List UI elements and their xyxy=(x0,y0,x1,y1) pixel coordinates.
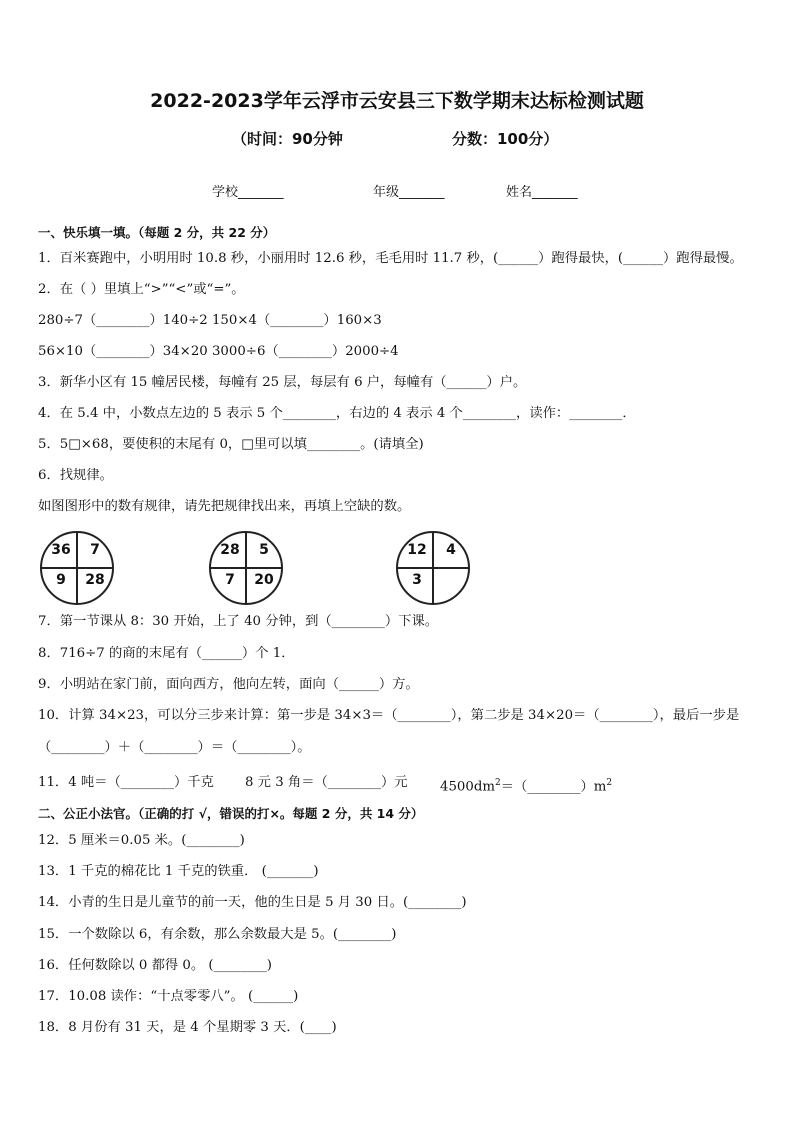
question-8: 8．716÷7 的商的末尾有（______）个 1． xyxy=(38,646,295,661)
question-9: 9．小明站在家门前，面向西方，他向左转，面向（______）方。 xyxy=(38,677,419,692)
question-2: 2．在（ ）里填上“>”“<”或“=”。 xyxy=(38,282,245,297)
question-5: 5．5□×68，要使积的末尾有 0，□里可以填________。(请填全) xyxy=(38,437,424,452)
circle-number: 28 xyxy=(220,542,240,558)
question-2-row2: 56×10（________）34×20 3000÷6（________）2000÷4 xyxy=(38,344,399,359)
pattern-circle-3 xyxy=(396,531,470,605)
pattern-circle-1 xyxy=(40,531,114,605)
circle-number: 12 xyxy=(407,542,427,558)
superscript: 2 xyxy=(494,778,501,788)
question-1: 1．百米赛跑中，小明用时 10.8 秒，小丽用时 12.6 秒，毛毛用时 11.7 秒，(______）跑得最快，(______）跑得最慢。 xyxy=(38,251,743,266)
circle-number: 36 xyxy=(51,542,71,558)
section2-heading: 二、公正小法官。（正确的打 √，错误的打×。每题 2 分，共 14 分） xyxy=(38,806,424,821)
circle-number: 20 xyxy=(254,572,274,588)
question-3: 3．新华小区有 15 幢居民楼，每幢有 25 层，每层有 6 户，每幢有（______）户。 xyxy=(38,375,527,390)
question-17: 17．10.08 读作：“十点零零八”。 (______) xyxy=(38,989,299,1004)
circle-number: 4 xyxy=(446,542,456,558)
question-2-row1: 280÷7（________）140÷2 150×4（________）160×3 xyxy=(38,313,382,328)
superscript: 2 xyxy=(606,778,613,788)
circle-number: 9 xyxy=(56,572,66,588)
name-field: 姓名_______ xyxy=(506,185,578,200)
question-11-part-b: 8 元 3 角＝（________）元 xyxy=(245,775,408,790)
question-10: 10．计算 34×23，可以分三步来计算：第一步是 34×3＝（________），第二步是 34×20＝（________），最后一步是 xyxy=(38,708,740,723)
question-10-continued: （________）＋（________）＝（________）。 xyxy=(38,740,311,755)
exam-score: 分数：100分） xyxy=(452,130,559,148)
circle-number: 5 xyxy=(259,542,269,558)
page-title: 2022-2023学年云浮市云安县三下数学期末达标检测试题 xyxy=(150,90,644,112)
question-11-part-a: 11．4 吨＝（________）千克 xyxy=(38,775,214,790)
question-11-answer: ＝（________）m xyxy=(500,779,607,795)
circle-number: 3 xyxy=(412,572,422,588)
question-16: 16．任何数除以 0 都得 0。 (________) xyxy=(38,958,272,973)
circle-number: 7 xyxy=(90,542,100,558)
question-6-description: 如图图形中的数有规律，请先把规律找出来，再填上空缺的数。 xyxy=(38,499,411,514)
school-field: 学校_______ xyxy=(212,185,284,200)
question-15: 15．一个数除以 6，有余数，那么余数最大是 5。(________) xyxy=(38,927,397,942)
grade-field: 年级_______ xyxy=(373,185,445,200)
exam-time: （时间：90分钟 xyxy=(232,130,343,148)
question-11-unit-dm: 4500dm xyxy=(440,779,495,795)
pattern-circle-2 xyxy=(209,531,283,605)
question-14: 14．小青的生日是儿童节的前一天，他的生日是 5 月 30 日。(________) xyxy=(38,895,467,910)
question-4: 4．在 5.4 中，小数点左边的 5 表示 5 个________，右边的 4 表示 4 个________，读作：________． xyxy=(38,406,636,421)
question-12: 12．5 厘米＝0.05 米。(________) xyxy=(38,833,245,848)
question-13: 13．1 千克的棉花比 1 千克的铁重． (_______) xyxy=(38,864,319,879)
question-6: 6．找规律。 xyxy=(38,468,113,483)
circle-number: 7 xyxy=(225,572,235,588)
question-7: 7．第一节课从 8：30 开始，上了 40 分钟，到（________）下课。 xyxy=(38,614,439,629)
circle-number: 28 xyxy=(85,572,105,588)
question-18: 18．8 月份有 31 天，是 4 个星期零 3 天．(____) xyxy=(38,1020,337,1035)
section1-heading: 一、快乐填一填。（每题 2 分，共 22 分） xyxy=(38,225,276,240)
question-11-part-c xyxy=(440,774,612,796)
